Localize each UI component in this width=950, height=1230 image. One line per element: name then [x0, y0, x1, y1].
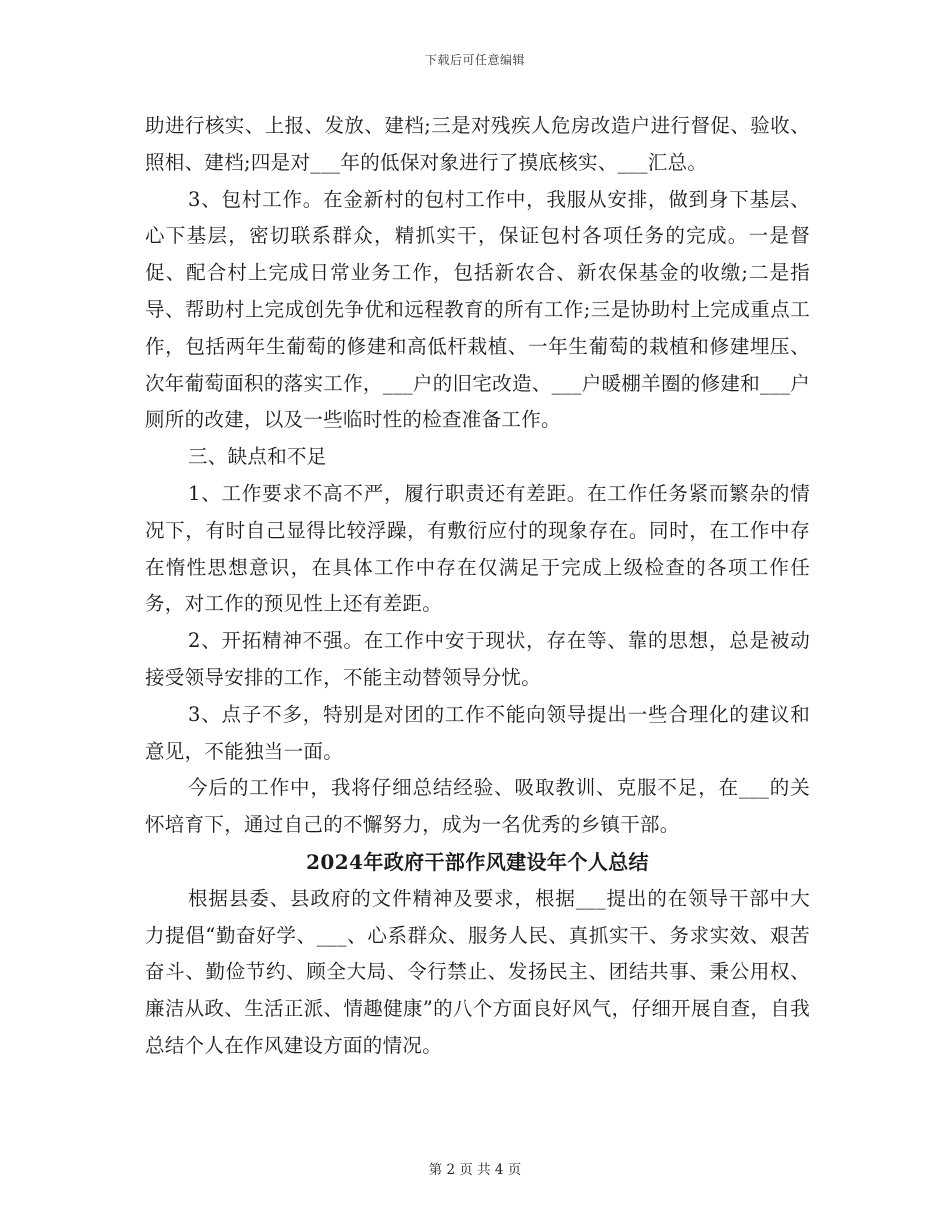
paragraph-continuation: 助进行核实、上报、发放、建档;三是对残疾人危房改造户进行督促、验收、照相、建档;四是对___年的低保对象进行了摸底核实、___汇总。: [145, 114, 810, 174]
paragraph-shortcoming-3: 3、点子不多，特别是对团的工作不能向领导提出一些合理化的建议和意见，不能独当一面。: [145, 702, 810, 763]
section-heading-shortcomings: 三、缺点和不足: [188, 445, 327, 469]
paragraph-shortcoming-1: 1、工作要求不高不严，履行职责还有差距。在工作任务紧而繁杂的情况下，有时自己显得比较浮躁，有敷衍应付的现象存在。同时，在工作中存在惰性思想意识，在具体工作中存在仅满足于完成上级检查的各项工作任务，对工作的预见性上还有差距。: [145, 481, 810, 616]
paragraph-shortcoming-2: 2、开拓精神不强。在工作中安于现状，存在等、靠的思想，总是被动接受领导安排的工作，不能主动替领导分忧。: [145, 629, 810, 689]
paragraph-conclusion: 今后的工作中，我将仔细总结经验、吸取教训、克服不足，在___的关怀培育下，通过自己的不懈努力，成为一名优秀的乡镇干部。: [145, 776, 810, 837]
page-footer: 第 2 页 共 4 页: [428, 1162, 522, 1178]
paragraph-village-work: 3、包村工作。在金新村的包村工作中，我服从安排，做到身下基层、心下基层，密切联系群众，精抓实干，保证包村各项任务的完成。一是督促、配合村上完成日常业务工作，包括新农合、新农保基金的收缴;二是指导、帮助村上完成创先争优和远程教育的所有工作;三是协助村上完成重点工作，包括两年生葡萄的修建和高低杆栽植、一年生葡萄的栽植和修建埋压、次年葡萄面积的落实工作，___户的旧宅改造、___户暖棚羊圈的修建和___户厕所的改建，以及一些临时性的检查准备工作。: [145, 187, 810, 432]
section-title: 2024年政府干部作风建设年个人总结: [306, 849, 649, 874]
document-body: [145, 108, 810, 1065]
paragraph-section-intro: 根据县委、县政府的文件精神及要求，根据___提出的在领导干部中大力提倡“勤奋好学、___、心系群众、服务人民、真抓实干、务求实效、艰苦奋斗、勤俭节约、顾全大局、令行禁止、发扬民主、团结共事、秉公用权、廉洁从政、生活正派、情趣健康”的八个方面良好风气，仔细开展自查，自我总结个人在作风建设方面的情况。: [145, 886, 810, 1057]
page-header: 下载后可任意编辑: [424, 53, 525, 67]
